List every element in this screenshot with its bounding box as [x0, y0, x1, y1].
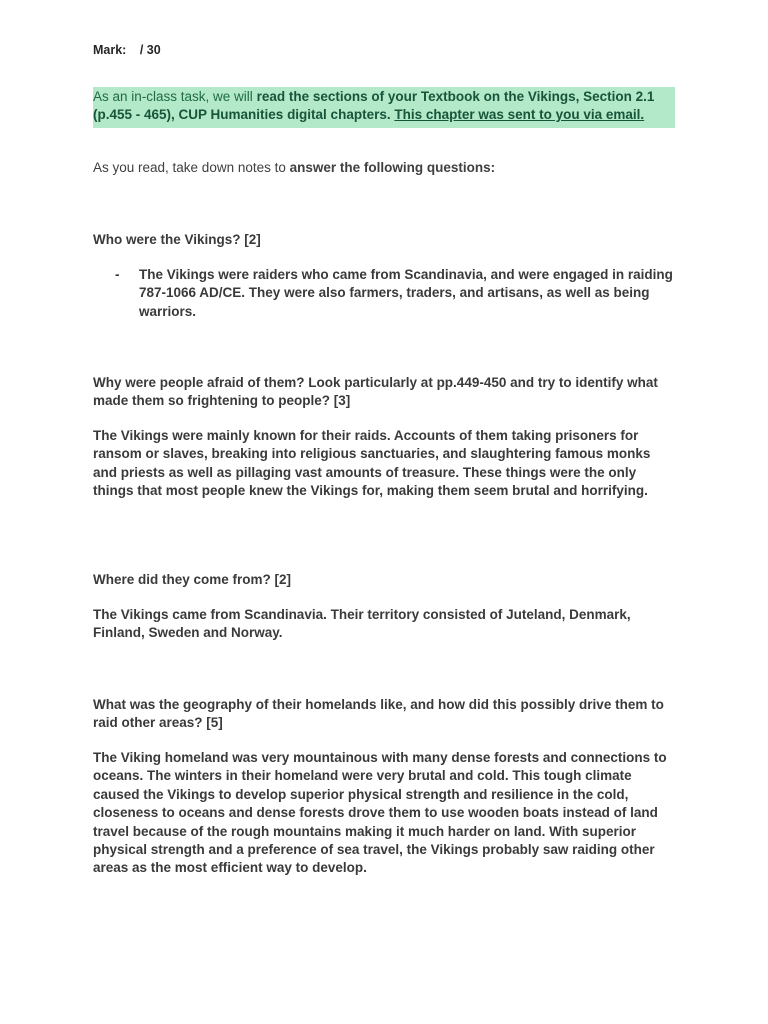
mark-label: Mark: [93, 43, 127, 57]
instructions [93, 159, 495, 177]
question-3: Where did they come from? [2] [93, 572, 292, 587]
question-4: What was the geography of their homelands like, and how did this possibly drive them to raid other areas? [5] [93, 697, 664, 731]
mark-total: / 30 [139, 43, 161, 57]
task-email-note: This chapter was sent to you via email. [394, 107, 645, 123]
bullet-dash: - [115, 267, 120, 282]
answer-2: The Vikings were mainly known for their raids. Accounts of them taking prisoners for ransom or slaves, breaking into religious sanctuaries, and slaughtering famous monks and priests as well as pillaging vast amounts of treasure. These things were the only things that most people knew the Vikings for, making them seem brutal and horrifying. [93, 428, 651, 499]
question-1: Who were the Vikings? [2] [93, 232, 261, 247]
task-intro-plain: As an in-class task, we will [93, 89, 257, 104]
answer-4: The Viking homeland was very mountainous with many dense forests and connections to oceans. The winters in their homeland were very brutal and cold. This tough climate caused the Vikings to develop superior physical strength and resilience in the cold, closeness to oceans and dense forests drove them to use wooden boats instead of land travel because of the rough mountains making it much harder on land. With superior physical strength and a preference of sea travel, the Vikings probably saw raiding other areas as the most efficient way to develop. [93, 750, 667, 876]
task-intro-bold: read the sections of your Textbook on the Vikings, Section 2.1 (p.455 - 465), CUP Humanities digital chapters. [93, 89, 655, 123]
instructions-bold: answer the following questions: [289, 160, 496, 175]
instructions-plain: As you read, take down notes to [93, 160, 290, 175]
answer-3: The Vikings came from Scandinavia. Their territory consisted of Juteland, Denmark, Finland, Sweden and Norway. [93, 607, 631, 641]
question-2: Why were people afraid of them? Look particularly at pp.449-450 and try to identify what made them so frightening to people? [3] [93, 375, 658, 409]
mark-line [93, 41, 161, 59]
task-highlight [93, 87, 675, 128]
answer-1: The Vikings were raiders who came from Scandinavia, and were engaged in raiding 787-1066 AD/CE. They were also farmers, traders, and artisans, as well as being warriors. [139, 267, 673, 319]
